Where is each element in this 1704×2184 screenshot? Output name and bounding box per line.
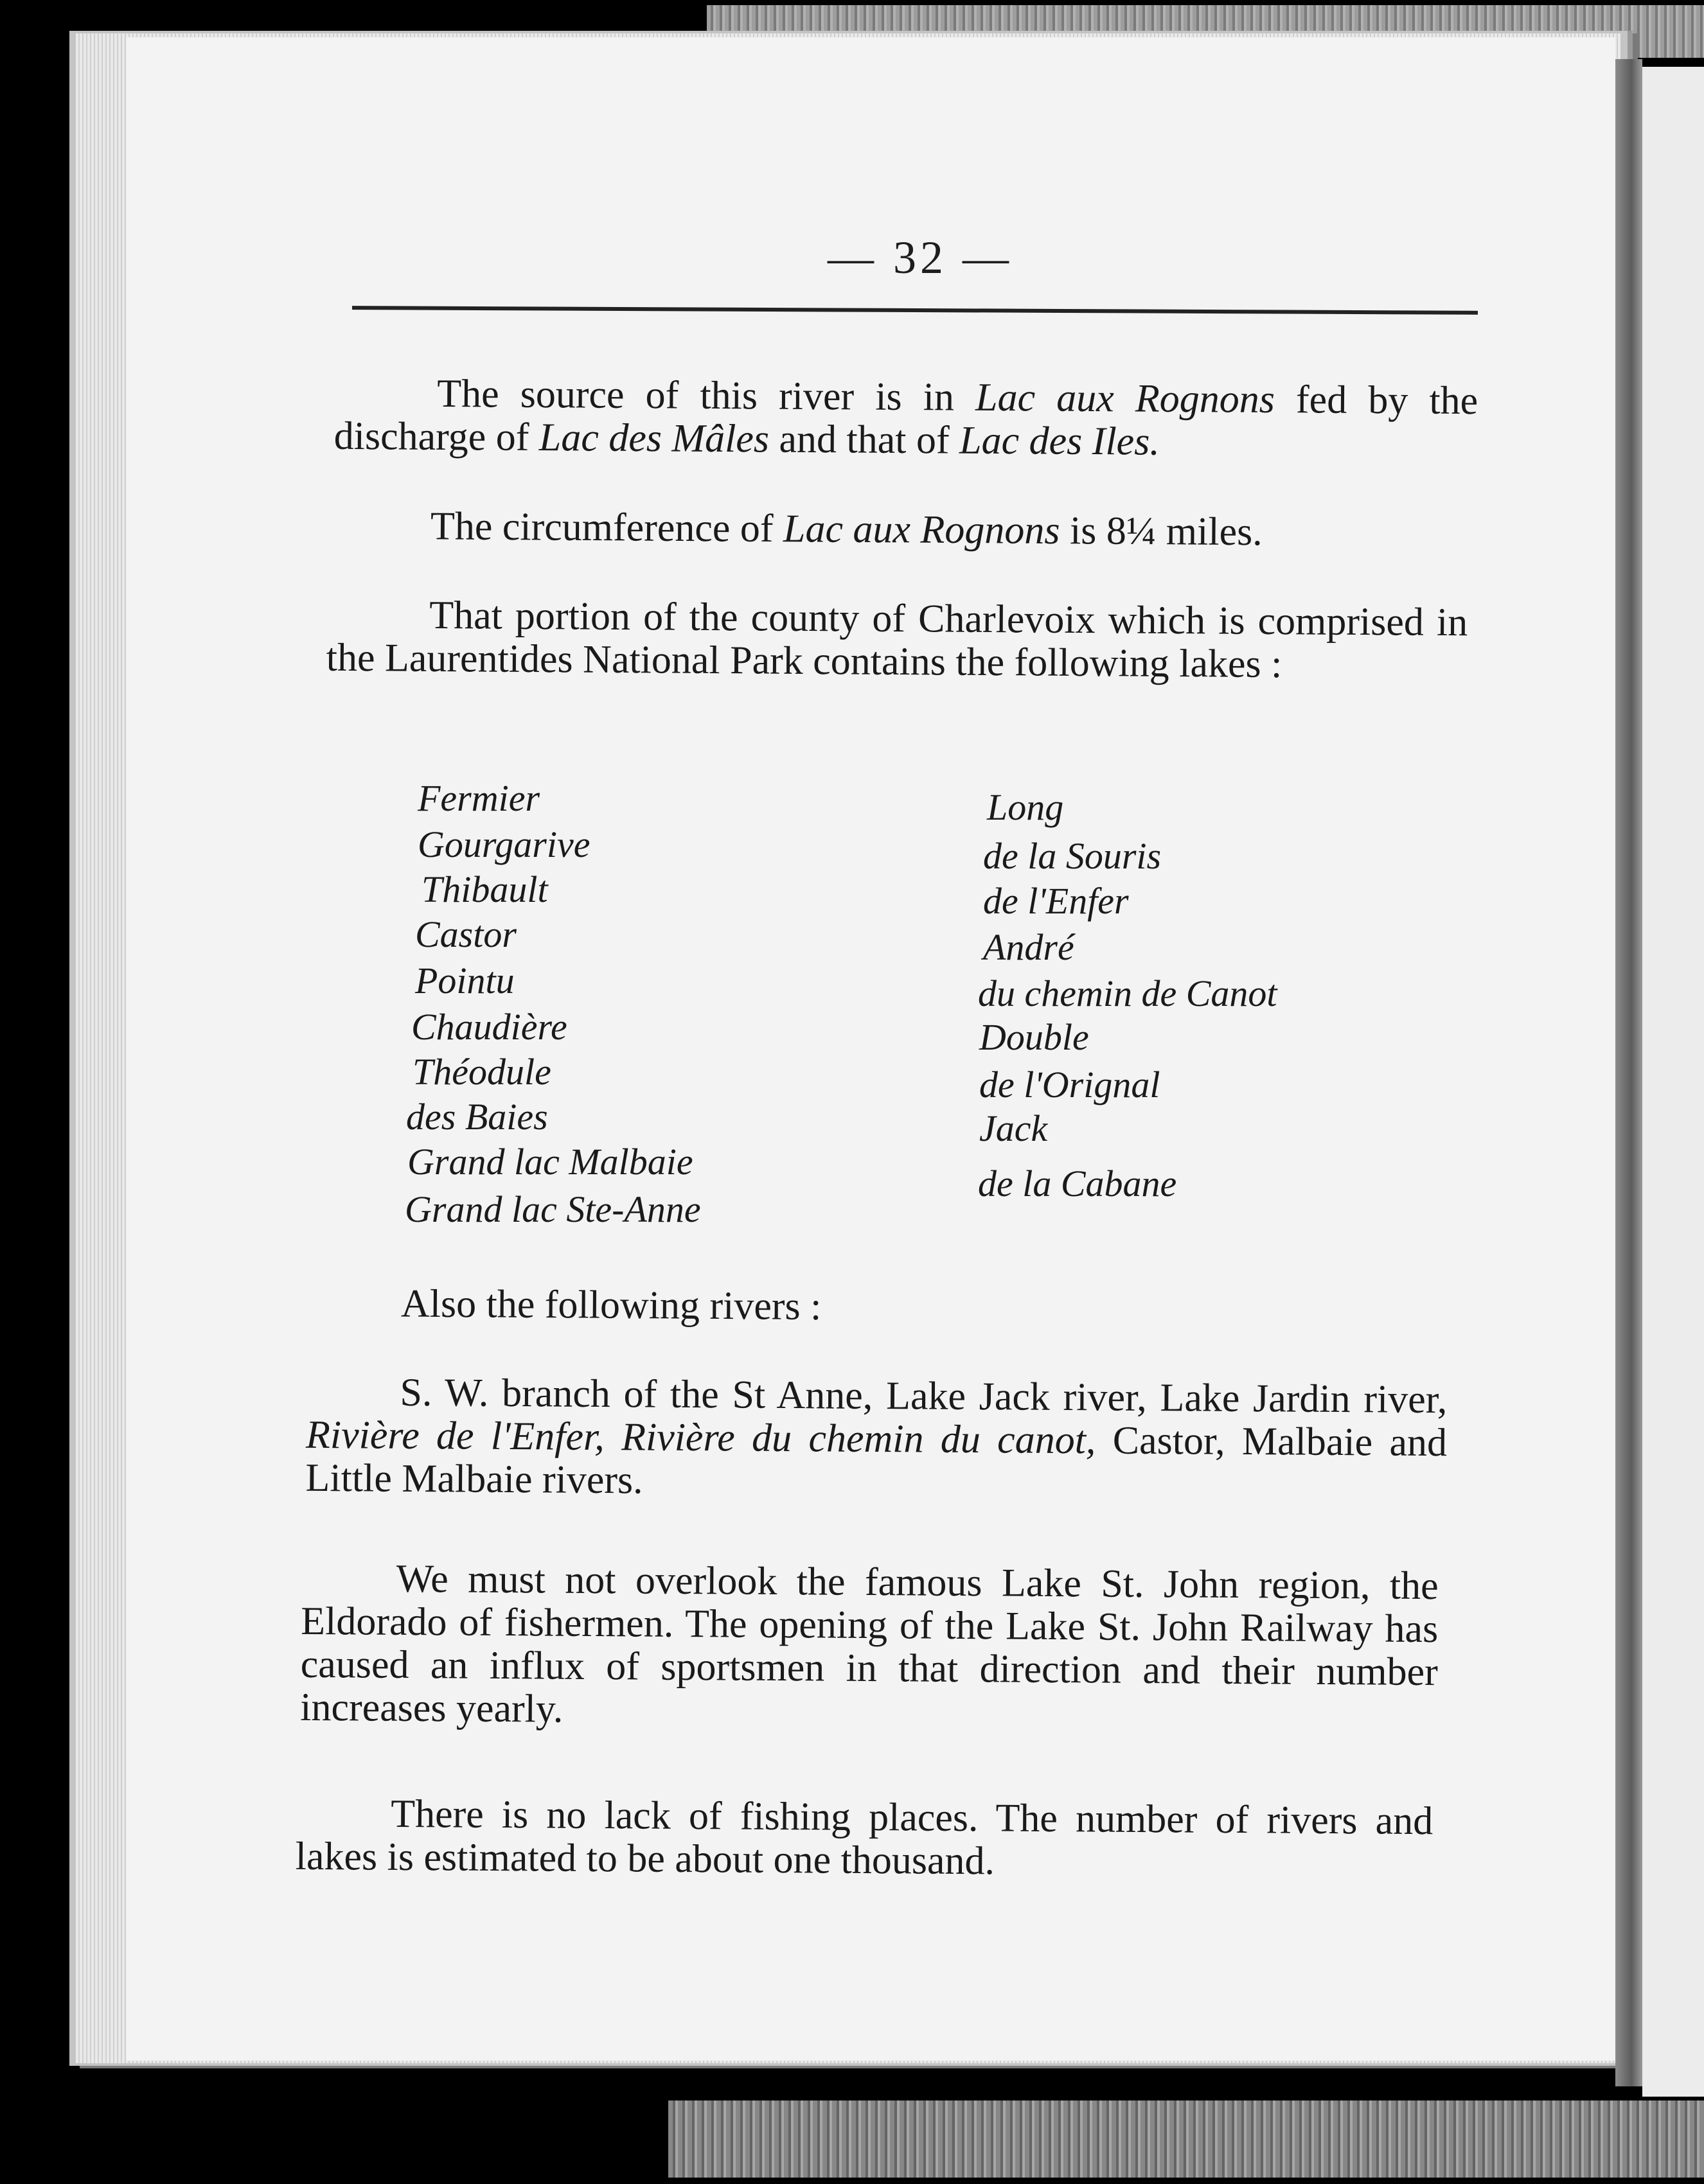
river-names: Rivière de l'Enfer, Rivière du chemin du canot,	[305, 1413, 1096, 1463]
text-run: and that of	[768, 417, 960, 462]
text-run: is 8¼ miles.	[1060, 509, 1263, 554]
lake-item: de l'Orignal	[979, 1064, 1160, 1105]
paragraph-river-source	[334, 372, 1478, 466]
lake-item: de la Cabane	[978, 1163, 1177, 1204]
book-page	[126, 37, 1615, 2061]
paragraph-circumference	[430, 505, 1484, 555]
lake-item: André	[983, 926, 1074, 968]
text-run: The circumference of	[430, 504, 784, 551]
paragraph-charlevoix: That portion of the county of Charlevoix which is comprised in the Laurentides National Park contains the following lakes :	[326, 593, 1468, 687]
lake-item: Jack	[979, 1107, 1048, 1149]
paragraph-fishing-places: There is no lack of fishing places. The number of rivers and lakes is estimated to be about one thousand.	[295, 1792, 1433, 1883]
lake-item: Chaudière	[411, 1006, 567, 1048]
lake-item: Théodule	[413, 1051, 551, 1093]
text-run: The source of this river is in	[437, 371, 976, 419]
lake-item: de l'Enfer	[983, 880, 1129, 922]
paragraph-rivers-intro: Also the following rivers :	[400, 1281, 822, 1329]
text-run: Castor, Malbaie and Little Malbaie rivers.	[305, 1418, 1448, 1502]
paragraph-rivers-list	[305, 1371, 1447, 1508]
lake-item: Fermier	[418, 777, 540, 819]
paragraph-lake-st-john: We must not overlook the famous Lake St. John region, the Eldorado of fishermen. The opening of the Lake St. John Railway has caused an influx of sportsmen in that direction and their number increases yearly.	[300, 1556, 1439, 1731]
book-gutter	[1615, 59, 1642, 2086]
lake-item: Gourgarive	[418, 823, 590, 865]
text-run: fed by the discharge of	[333, 378, 1478, 460]
lake-item: Castor	[415, 913, 517, 955]
lake-item: Thibault	[422, 868, 548, 910]
lake-item: des Baies	[406, 1096, 548, 1138]
text-run: S. W. branch of the St Anne, Lake Jack river, Lake Jardin river,	[400, 1370, 1448, 1422]
page-number: — 32 —	[828, 232, 1013, 283]
lake-name: Lac des Iles.	[959, 418, 1160, 464]
lake-name: Lac aux Rognons	[783, 507, 1060, 553]
lake-item: de la Souris	[983, 835, 1162, 877]
lake-item: Pointu	[415, 960, 515, 1001]
lake-item: Long	[987, 786, 1064, 828]
lake-item: Double	[979, 1016, 1089, 1058]
lake-item: Grand lac Malbaie	[407, 1141, 693, 1183]
lake-item: Grand lac Ste-Anne	[405, 1188, 701, 1230]
lake-name: Lac aux Rognons	[975, 375, 1275, 422]
lake-name: Lac des Mâles	[538, 416, 770, 461]
binding-bottom-edge	[668, 2100, 1704, 2178]
facing-page-edge	[1642, 67, 1704, 2097]
lake-item: du chemin de Canot	[978, 973, 1277, 1014]
